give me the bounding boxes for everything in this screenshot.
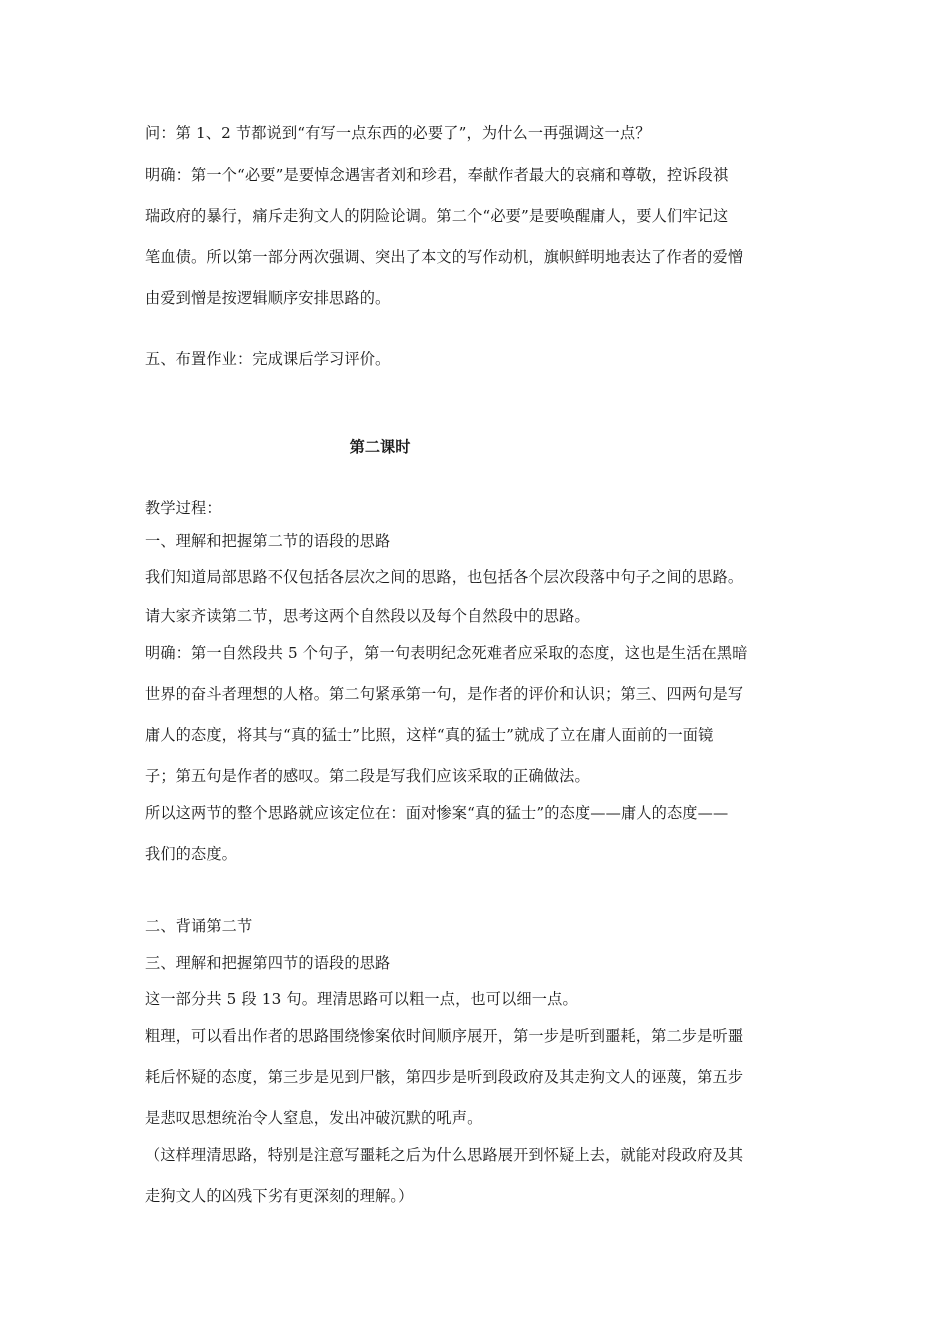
- paragraph-line-1: 我们知道局部思路不仅包括各层次之间的思路，也包括各个层次段落中句子之间的思路。: [145, 568, 744, 586]
- paragraph-line-9: 这一部分共 5 段 13 句。理清思路可以粗一点，也可以细一点。: [145, 990, 578, 1008]
- paragraph-line-11: 耗后怀疑的态度，第三步是见到尸骸，第四步是听到段政府及其走狗文人的诬蔑，第五步: [145, 1068, 744, 1086]
- paragraph-line-10: 粗理，可以看出作者的思路围绕惨案依时间顺序展开，第一步是听到噩耗，第二步是听噩: [145, 1027, 744, 1045]
- section-two-heading: 二、背诵第二节: [145, 917, 253, 935]
- answer-line-4: 由爱到憎是按逻辑顺序安排思路的。: [145, 289, 391, 307]
- question-line: 问：第 1、2 节都说到“有写一点东西的必要了”，为什么一再强调这一点？: [145, 124, 651, 142]
- lesson-title: 第二课时: [349, 438, 411, 456]
- process-heading: 教学过程：: [145, 499, 222, 517]
- paragraph-line-5: 庸人的态度，将其与“真的猛士”比照，这样“真的猛士”就成了立在庸人面前的一面镜: [145, 726, 714, 744]
- paragraph-line-4: 世界的奋斗者理想的人格。第二句紧承第一句，是作者的评价和认识；第三、四两句是写: [145, 685, 744, 703]
- paragraph-line-7: 所以这两节的整个思路就应该定位在：面对惨案“真的猛士”的态度——庸人的态度——: [145, 804, 729, 822]
- paragraph-line-3: 明确：第一自然段共 5 个句子，第一句表明纪念死难者应采取的态度，这也是生活在黑暗: [145, 644, 748, 662]
- homework-line: 五、布置作业：完成课后学习评价。: [145, 350, 391, 368]
- paragraph-line-12: 是悲叹思想统治令人窒息，发出冲破沉默的吼声。: [145, 1109, 483, 1127]
- answer-line-3: 笔血债。所以第一部分两次强调、突出了本文的写作动机，旗帜鲜明地表达了作者的爱憎: [145, 248, 744, 266]
- section-one-heading: 一、理解和把握第二节的语段的思路: [145, 532, 391, 550]
- paragraph-line-13: （这样理清思路，特别是注意写噩耗之后为什么思路展开到怀疑上去，就能对段政府及其: [145, 1146, 744, 1164]
- answer-line-1: 明确：第一个“必要”是要悼念遇害者刘和珍君，奉献作者最大的哀痛和尊敬，控诉段祺: [145, 166, 729, 184]
- paragraph-line-14: 走狗文人的凶残下劣有更深刻的理解。）: [145, 1187, 414, 1205]
- paragraph-line-2: 请大家齐读第二节，思考这两个自然段以及每个自然段中的思路。: [145, 607, 590, 625]
- answer-line-2: 瑞政府的暴行，痛斥走狗文人的阴险论调。第二个“必要”是要唤醒庸人，要人们牢记这: [145, 207, 729, 225]
- paragraph-line-8: 我们的态度。: [145, 845, 238, 863]
- paragraph-line-6: 子；第五句是作者的感叹。第二段是写我们应该采取的正确做法。: [145, 767, 590, 785]
- section-three-heading: 三、理解和把握第四节的语段的思路: [145, 954, 391, 972]
